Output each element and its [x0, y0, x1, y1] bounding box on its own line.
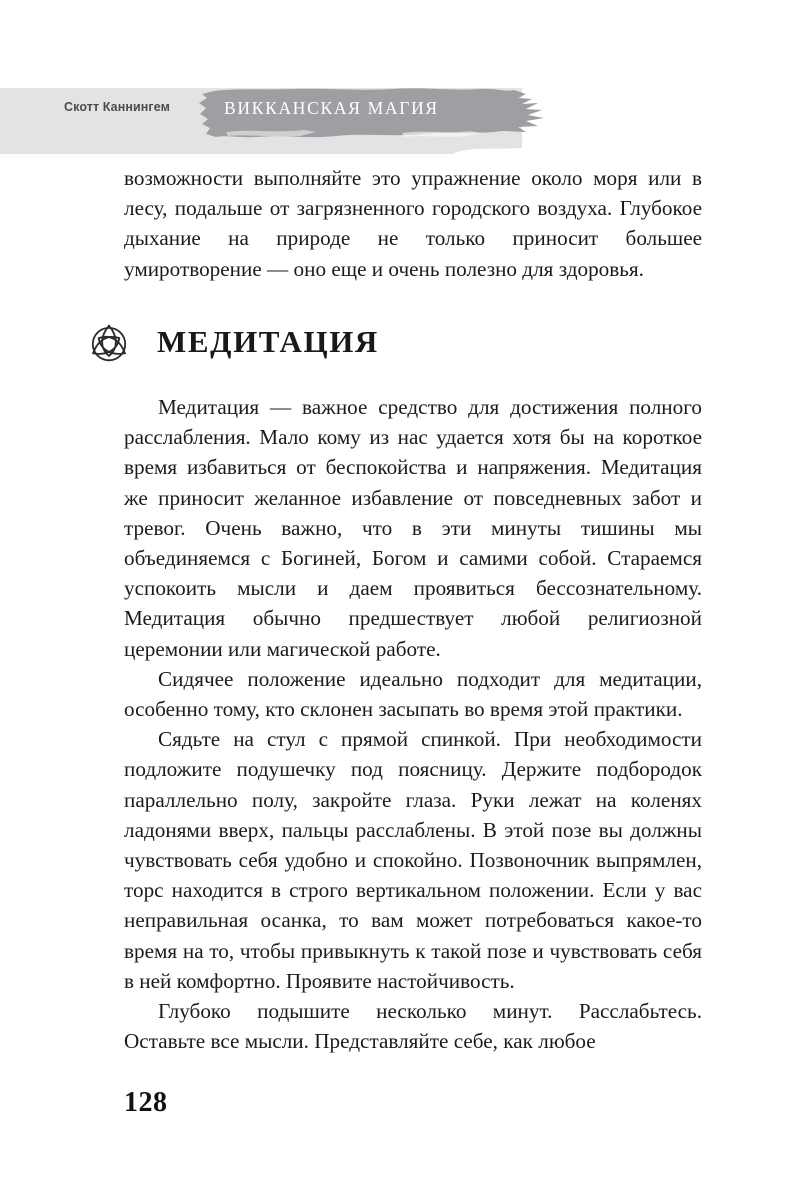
- paragraph: Медитация — важное средство для достижения полного расслабления. Мало кому из нас удается хотя бы на короткое время избавиться от беспокойства и напряжения. Медитация же приносит желанное избавление от повседневных забот и тревог. Очень важно, что в эти минуты тишины мы объединяемся с Богиней, Богом и самими собой. Стараемся успокоить мысли и даем проявиться бессознательному. Медитация обычно предшествует любой религиозной церемонии или магической работе.: [124, 395, 702, 661]
- triquetra-icon: [82, 316, 136, 370]
- paragraph: Сядьте на стул с прямой спинкой. При необходимости подложите подушечку под поясницу. Держите подбородок параллельно полу, закройте глаза. Руки лежат на коленях ладонями вверх, пальцы расслаблены. В этой позе вы должны чувствовать себя удобно и спокойно. Позвоночник выпрямлен, торс находится в строго вертикальном положении. Если у вас неправильная осанка, то вам может потребоваться какое-то время на то, чтобы привыкнуть к такой позе и чувствовать себя в ней комфортно. Проявите настойчивость.: [124, 727, 702, 993]
- book-title-banner: [196, 86, 556, 142]
- body-text-block: [124, 392, 702, 1056]
- page-number: 128: [124, 1087, 168, 1118]
- paragraph-continued: возможности выполняйте это упражнение около моря или в лесу, подальше от загрязненного городского воздуха. Глубокое дыхание на природе не только приносит большее умиротворение — оно еще и очень полезно для здоровья.: [124, 166, 702, 281]
- author-running-head: Скотт Каннингем: [64, 100, 170, 114]
- book-title-text: ВИККАНСКАЯ МАГИЯ: [224, 98, 439, 118]
- section-title-text: МЕДИТАЦИЯ: [157, 324, 379, 359]
- continued-paragraph-block: [124, 163, 702, 284]
- section-heading: [82, 316, 379, 370]
- paragraph: Сидячее положение идеально подходит для медитации, особенно тому, кто склонен засыпать во время этой практики.: [124, 666, 702, 722]
- paragraph: Глубоко подышите несколько минут. Расслабьтесь. Оставьте все мысли. Представляйте себе, как любое: [124, 999, 702, 1054]
